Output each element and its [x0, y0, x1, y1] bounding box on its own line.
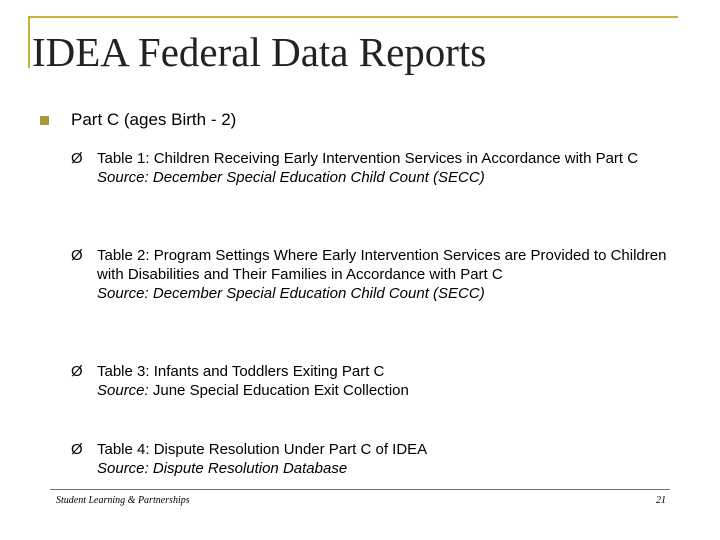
footer-org-name: Student Learning & Partnerships	[56, 495, 190, 506]
table-4-source	[97, 459, 672, 478]
main-bullet-text: Part C (ages Birth - 2)	[71, 110, 237, 129]
source-text: Dispute Resolution Database	[152, 460, 348, 477]
arrow-bullet-icon: Ø	[71, 363, 83, 380]
source-text: December Special Education Child Count (SECC)	[152, 285, 485, 302]
square-bullet-icon	[40, 116, 49, 125]
title-frame-left	[28, 16, 30, 68]
footer-page-number: 21	[656, 495, 666, 506]
arrow-bullet-icon: Ø	[71, 150, 83, 167]
source-text: December Special Education Child Count (SECC)	[152, 169, 485, 186]
footer-divider	[50, 489, 670, 490]
title-frame-top	[28, 16, 678, 18]
table-3-title: Table 3: Infants and Toddlers Exiting Part C	[97, 363, 385, 380]
source-label: Source:	[97, 285, 149, 302]
table-1-source	[97, 168, 672, 187]
source-label: Source:	[97, 169, 149, 186]
table-2-title: Table 2: Program Settings Where Early Intervention Services are Provided to Children with Disabilities and Their Families in Accordance with Part C	[97, 247, 667, 283]
slide-title: IDEA Federal Data Reports	[32, 29, 487, 75]
source-label: Source:	[97, 382, 149, 399]
arrow-bullet-icon: Ø	[71, 247, 83, 264]
arrow-bullet-icon: Ø	[71, 441, 83, 458]
table-3-source	[97, 381, 672, 400]
table-4-title: Table 4: Dispute Resolution Under Part C of IDEA	[97, 441, 428, 458]
table-2-source	[97, 284, 672, 303]
source-text: June Special Education Exit Collection	[152, 382, 409, 399]
table-1-title: Table 1: Children Receiving Early Intervention Services in Accordance with Part C	[97, 150, 639, 167]
source-label: Source:	[97, 460, 149, 477]
